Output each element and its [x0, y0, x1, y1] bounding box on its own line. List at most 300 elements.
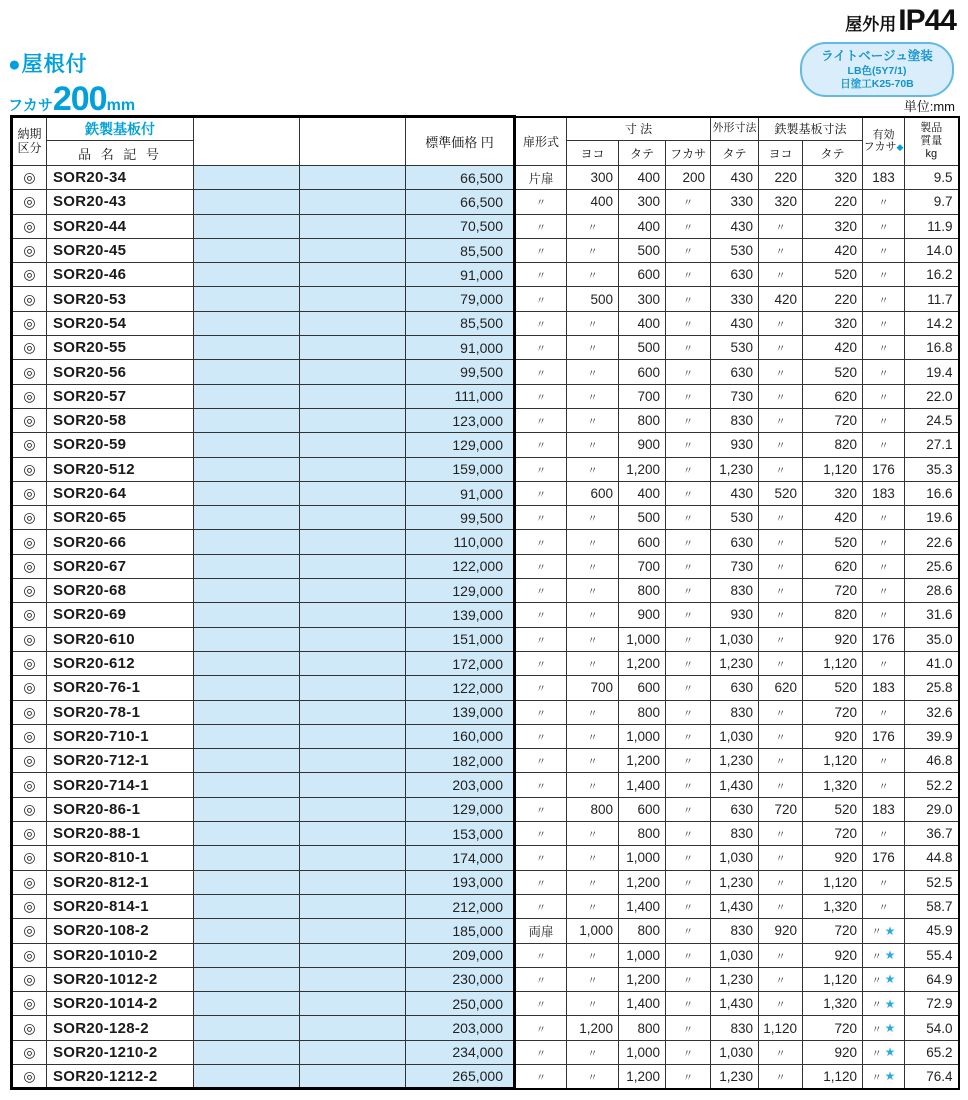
dim-tate: 1,400 — [619, 773, 666, 797]
dim-tate: 400 — [619, 214, 666, 238]
door-type: 〃 — [515, 579, 567, 603]
price-value: 111,000 — [406, 384, 515, 408]
eff-fukasa: 〃 ★ — [863, 1064, 905, 1088]
price-value: 230,000 — [406, 967, 515, 991]
dim-fukasa: 〃 — [666, 992, 711, 1016]
paint-standard-code: 日塗工K25-70B — [840, 77, 914, 90]
dim-tate: 400 — [619, 311, 666, 335]
dim-tate: 300 — [619, 287, 666, 311]
dim-fukasa: 〃 — [666, 797, 711, 821]
table-row — [12, 822, 959, 846]
dim-yoko: 〃 — [567, 238, 619, 262]
product-code: SOR20-108-2 — [47, 919, 194, 943]
empty-cell — [300, 311, 406, 335]
product-code: SOR20-86-1 — [47, 797, 194, 821]
weight-value: 25.6 — [905, 554, 959, 578]
product-code: SOR20-1010-2 — [47, 943, 194, 967]
price-value: 85,500 — [406, 238, 515, 262]
price-value: 110,000 — [406, 530, 515, 554]
ext-tate: 830 — [711, 579, 759, 603]
dim-tate: 1,000 — [619, 943, 666, 967]
table-row — [12, 603, 959, 627]
door-type: 〃 — [515, 943, 567, 967]
dim-tate: 600 — [619, 797, 666, 821]
table-row — [12, 870, 959, 894]
empty-cell — [300, 214, 406, 238]
table-row — [12, 967, 959, 991]
eff-fukasa: 〃 ★ — [863, 992, 905, 1016]
weight-value: 76.4 — [905, 1064, 959, 1088]
empty-cell — [300, 384, 406, 408]
base-tate: 520 — [803, 263, 863, 287]
base-yoko: 420 — [759, 287, 803, 311]
base-tate: 720 — [803, 579, 863, 603]
header-external-dims-group: 外形寸法 — [711, 117, 759, 141]
base-yoko: 〃 — [759, 1040, 803, 1064]
weight-value: 22.0 — [905, 384, 959, 408]
table-row — [12, 506, 959, 530]
door-type: 〃 — [515, 651, 567, 675]
product-code: SOR20-66 — [47, 530, 194, 554]
ext-tate: 630 — [711, 530, 759, 554]
eff-fukasa: 〃 ★ — [863, 1040, 905, 1064]
door-type: 〃 — [515, 263, 567, 287]
price-value: 182,000 — [406, 749, 515, 773]
base-yoko: 720 — [759, 797, 803, 821]
door-type: 〃 — [515, 749, 567, 773]
ext-tate: 830 — [711, 408, 759, 432]
dim-fukasa: 〃 — [666, 749, 711, 773]
weight-value: 11.9 — [905, 214, 959, 238]
dim-yoko: 〃 — [567, 870, 619, 894]
base-tate: 420 — [803, 506, 863, 530]
empty-cell — [194, 603, 300, 627]
empty-cell — [194, 579, 300, 603]
base-tate: 1,320 — [803, 773, 863, 797]
door-type: 〃 — [515, 506, 567, 530]
table-row — [12, 554, 959, 578]
door-type: 〃 — [515, 603, 567, 627]
empty-cell — [300, 749, 406, 773]
ext-tate: 330 — [711, 190, 759, 214]
base-tate: 220 — [803, 190, 863, 214]
delivery-mark: ◎ — [12, 919, 47, 943]
price-value: 172,000 — [406, 651, 515, 675]
price-value: 174,000 — [406, 846, 515, 870]
base-yoko: 〃 — [759, 214, 803, 238]
delivery-mark: ◎ — [12, 749, 47, 773]
eff-fukasa: 〃 — [863, 506, 905, 530]
delivery-mark: ◎ — [12, 943, 47, 967]
base-yoko: 〃 — [759, 992, 803, 1016]
eff-fukasa: 〃 — [863, 214, 905, 238]
ext-tate: 430 — [711, 481, 759, 505]
price-value: 265,000 — [406, 1064, 515, 1088]
product-code: SOR20-34 — [47, 166, 194, 190]
dim-yoko: 1,000 — [567, 919, 619, 943]
weight-value: 22.6 — [905, 530, 959, 554]
ext-tate: 730 — [711, 384, 759, 408]
empty-cell — [194, 627, 300, 651]
eff-fukasa: 〃 ★ — [863, 967, 905, 991]
delivery-mark: ◎ — [12, 700, 47, 724]
door-type: 〃 — [515, 311, 567, 335]
header-base-yoko: ヨコ — [759, 141, 803, 166]
dim-yoko: 700 — [567, 676, 619, 700]
base-tate: 520 — [803, 360, 863, 384]
base-tate: 720 — [803, 1016, 863, 1040]
table-row — [12, 627, 959, 651]
table-row — [12, 919, 959, 943]
table-row — [12, 311, 959, 335]
empty-cell — [194, 651, 300, 675]
ext-tate: 630 — [711, 263, 759, 287]
table-row — [12, 530, 959, 554]
product-code: SOR20-55 — [47, 336, 194, 360]
door-type: 〃 — [515, 822, 567, 846]
dim-tate: 900 — [619, 603, 666, 627]
product-code: SOR20-1212-2 — [47, 1064, 194, 1088]
empty-cell — [194, 749, 300, 773]
dim-yoko: 〃 — [567, 433, 619, 457]
base-tate: 1,320 — [803, 992, 863, 1016]
dim-yoko: 〃 — [567, 700, 619, 724]
empty-cell — [300, 967, 406, 991]
star-icon: ★ — [884, 1069, 896, 1084]
weight-value: 9.7 — [905, 190, 959, 214]
table-row — [12, 481, 959, 505]
dim-yoko: 〃 — [567, 846, 619, 870]
base-yoko: 520 — [759, 481, 803, 505]
product-code: SOR20-1014-2 — [47, 992, 194, 1016]
ip-rating-value: IP44 — [898, 4, 956, 37]
table-row — [12, 579, 959, 603]
table-row — [12, 797, 959, 821]
product-code: SOR20-612 — [47, 651, 194, 675]
product-code: SOR20-45 — [47, 238, 194, 262]
door-type: 〃 — [515, 797, 567, 821]
empty-cell — [194, 263, 300, 287]
door-type: 〃 — [515, 676, 567, 700]
dim-tate: 700 — [619, 384, 666, 408]
weight-value: 16.6 — [905, 481, 959, 505]
ext-tate: 1,030 — [711, 943, 759, 967]
delivery-mark: ◎ — [12, 1016, 47, 1040]
empty-cell — [194, 992, 300, 1016]
base-yoko: 〃 — [759, 336, 803, 360]
eff-fukasa: 〃 — [863, 433, 905, 457]
delivery-mark: ◎ — [12, 190, 47, 214]
header-base-tate: タテ — [803, 141, 863, 166]
header-baseplate-dims-group: 鉄製基板寸法 — [759, 117, 863, 141]
paint-color-code: LB色(5Y7/1) — [847, 64, 907, 77]
price-value: 70,500 — [406, 214, 515, 238]
eff-fukasa: 183 — [863, 166, 905, 190]
delivery-mark: ◎ — [12, 579, 47, 603]
eff-fukasa: 〃 — [863, 603, 905, 627]
dim-fukasa: 〃 — [666, 919, 711, 943]
delivery-mark: ◎ — [12, 992, 47, 1016]
product-code: SOR20-610 — [47, 627, 194, 651]
table-row — [12, 700, 959, 724]
table-header — [12, 117, 959, 166]
dim-fukasa: 〃 — [666, 554, 711, 578]
door-type: 〃 — [515, 336, 567, 360]
ext-tate: 1,030 — [711, 1040, 759, 1064]
dim-fukasa: 〃 — [666, 433, 711, 457]
price-value: 66,500 — [406, 190, 515, 214]
eff-fukasa: 176 — [863, 846, 905, 870]
delivery-mark: ◎ — [12, 967, 47, 991]
header-door-type: 扉形式 — [515, 117, 567, 166]
empty-cell — [194, 166, 300, 190]
ext-tate: 730 — [711, 554, 759, 578]
weight-value: 35.3 — [905, 457, 959, 481]
header-product-name-code: 品 名 記 号 — [47, 141, 194, 166]
price-value: 151,000 — [406, 627, 515, 651]
dim-fukasa: 〃 — [666, 894, 711, 918]
base-yoko: 〃 — [759, 724, 803, 748]
empty-cell — [300, 554, 406, 578]
empty-cell — [300, 530, 406, 554]
dim-tate: 300 — [619, 190, 666, 214]
empty-cell — [194, 190, 300, 214]
eff-fukasa: 〃 — [863, 554, 905, 578]
table-body — [12, 166, 959, 1089]
dim-fukasa: 〃 — [666, 263, 711, 287]
base-tate: 220 — [803, 287, 863, 311]
empty-cell — [194, 360, 300, 384]
dim-fukasa: 200 — [666, 166, 711, 190]
table-row — [12, 408, 959, 432]
empty-cell — [194, 724, 300, 748]
empty-cell — [300, 166, 406, 190]
weight-value: 19.6 — [905, 506, 959, 530]
price-value: 122,000 — [406, 554, 515, 578]
ext-tate: 1,230 — [711, 749, 759, 773]
base-yoko: 〃 — [759, 603, 803, 627]
delivery-mark: ◎ — [12, 773, 47, 797]
empty-cell — [194, 311, 300, 335]
eff-fukasa: 〃 — [863, 238, 905, 262]
product-code: SOR20-78-1 — [47, 700, 194, 724]
delivery-mark: ◎ — [12, 457, 47, 481]
ip-rating-block — [845, 4, 956, 38]
table-row — [12, 263, 959, 287]
table-row — [12, 724, 959, 748]
ext-tate: 930 — [711, 433, 759, 457]
base-tate: 320 — [803, 166, 863, 190]
dim-fukasa: 〃 — [666, 773, 711, 797]
ext-tate: 330 — [711, 287, 759, 311]
price-value: 193,000 — [406, 870, 515, 894]
delivery-mark: ◎ — [12, 433, 47, 457]
dim-tate: 1,400 — [619, 992, 666, 1016]
empty-cell — [300, 627, 406, 651]
ext-tate: 1,230 — [711, 967, 759, 991]
ext-tate: 530 — [711, 238, 759, 262]
door-type: 〃 — [515, 554, 567, 578]
empty-cell — [194, 287, 300, 311]
product-code: SOR20-53 — [47, 287, 194, 311]
eff-fukasa: 〃 — [863, 700, 905, 724]
empty-cell — [300, 1016, 406, 1040]
eff-fukasa: 〃 — [863, 408, 905, 432]
dim-fukasa: 〃 — [666, 506, 711, 530]
product-code: SOR20-69 — [47, 603, 194, 627]
dim-tate: 1,000 — [619, 627, 666, 651]
price-value: 185,000 — [406, 919, 515, 943]
eff-fukasa: 〃 — [863, 651, 905, 675]
dim-fukasa: 〃 — [666, 651, 711, 675]
ext-tate: 1,030 — [711, 846, 759, 870]
delivery-mark: ◎ — [12, 554, 47, 578]
empty-cell — [300, 263, 406, 287]
header-ext-tate: タテ — [711, 141, 759, 166]
eff-fukasa: 〃 ★ — [863, 1016, 905, 1040]
base-yoko: 〃 — [759, 943, 803, 967]
dim-yoko: 〃 — [567, 579, 619, 603]
weight-value: 14.0 — [905, 238, 959, 262]
empty-cell — [300, 457, 406, 481]
delivery-mark: ◎ — [12, 360, 47, 384]
dim-fukasa: 〃 — [666, 457, 711, 481]
price-value: 160,000 — [406, 724, 515, 748]
price-value: 250,000 — [406, 992, 515, 1016]
price-value: 159,000 — [406, 457, 515, 481]
weight-value: 52.2 — [905, 773, 959, 797]
base-yoko: 〃 — [759, 870, 803, 894]
base-yoko: 220 — [759, 166, 803, 190]
product-code: SOR20-1012-2 — [47, 967, 194, 991]
empty-cell — [194, 384, 300, 408]
weight-value: 31.6 — [905, 603, 959, 627]
dim-tate: 800 — [619, 1016, 666, 1040]
delivery-mark: ◎ — [12, 336, 47, 360]
eff-fukasa: 〃 — [863, 360, 905, 384]
dim-tate: 800 — [619, 408, 666, 432]
base-tate: 1,120 — [803, 457, 863, 481]
dim-tate: 1,200 — [619, 1064, 666, 1088]
dim-yoko: 〃 — [567, 214, 619, 238]
star-icon: ★ — [884, 1021, 896, 1036]
empty-cell — [300, 797, 406, 821]
empty-cell — [194, 846, 300, 870]
ext-tate: 830 — [711, 700, 759, 724]
empty-cell — [194, 238, 300, 262]
weight-value: 54.0 — [905, 1016, 959, 1040]
base-yoko: 〃 — [759, 822, 803, 846]
base-yoko: 〃 — [759, 967, 803, 991]
dim-fukasa: 〃 — [666, 627, 711, 651]
base-tate: 420 — [803, 336, 863, 360]
product-code: SOR20-88-1 — [47, 822, 194, 846]
base-yoko: 〃 — [759, 773, 803, 797]
empty-cell — [300, 700, 406, 724]
dim-tate: 400 — [619, 481, 666, 505]
door-type: 〃 — [515, 530, 567, 554]
delivery-mark: ◎ — [12, 651, 47, 675]
dim-fukasa: 〃 — [666, 1016, 711, 1040]
dim-yoko: 300 — [567, 166, 619, 190]
weight-value: 32.6 — [905, 700, 959, 724]
dim-yoko: 〃 — [567, 384, 619, 408]
dim-tate: 600 — [619, 530, 666, 554]
empty-cell — [194, 919, 300, 943]
dim-fukasa: 〃 — [666, 311, 711, 335]
ext-tate: 530 — [711, 336, 759, 360]
dim-fukasa: 〃 — [666, 360, 711, 384]
dim-yoko: 〃 — [567, 724, 619, 748]
dim-yoko: 400 — [567, 190, 619, 214]
dim-fukasa: 〃 — [666, 530, 711, 554]
weight-value: 16.2 — [905, 263, 959, 287]
eff-fukasa: 〃 — [863, 530, 905, 554]
base-tate: 920 — [803, 627, 863, 651]
depth-prefix-label: フカサ — [8, 97, 53, 114]
delivery-mark: ◎ — [12, 797, 47, 821]
table-row — [12, 894, 959, 918]
dim-tate: 400 — [619, 166, 666, 190]
product-code: SOR20-714-1 — [47, 773, 194, 797]
empty-cell — [194, 1016, 300, 1040]
delivery-mark: ◎ — [12, 627, 47, 651]
dim-yoko: 〃 — [567, 603, 619, 627]
eff-fukasa: 183 — [863, 676, 905, 700]
dim-fukasa: 〃 — [666, 238, 711, 262]
product-code: SOR20-59 — [47, 433, 194, 457]
delivery-mark: ◎ — [12, 1064, 47, 1088]
price-value: 209,000 — [406, 943, 515, 967]
header-dim-fukasa: フカサ — [666, 141, 711, 166]
empty-cell — [300, 408, 406, 432]
price-value: 153,000 — [406, 822, 515, 846]
delivery-mark: ◎ — [12, 287, 47, 311]
door-type: 〃 — [515, 287, 567, 311]
ext-tate: 1,230 — [711, 651, 759, 675]
header-dimensions-group: 寸 法 — [567, 117, 711, 141]
eff-fukasa: 〃 — [863, 311, 905, 335]
dim-yoko: 〃 — [567, 530, 619, 554]
dim-fukasa: 〃 — [666, 384, 711, 408]
empty-cell — [300, 724, 406, 748]
base-yoko: 〃 — [759, 408, 803, 432]
eff-fukasa: 〃 — [863, 190, 905, 214]
depth-value: 200 — [52, 80, 107, 118]
base-tate: 820 — [803, 603, 863, 627]
door-type: 〃 — [515, 360, 567, 384]
dim-fukasa: 〃 — [666, 700, 711, 724]
weight-value: 11.7 — [905, 287, 959, 311]
dim-fukasa: 〃 — [666, 943, 711, 967]
base-yoko: 〃 — [759, 554, 803, 578]
empty-cell — [300, 773, 406, 797]
product-code: SOR20-46 — [47, 263, 194, 287]
delivery-mark: ◎ — [12, 603, 47, 627]
weight-value: 55.4 — [905, 943, 959, 967]
star-icon: ★ — [884, 948, 896, 963]
delivery-mark: ◎ — [12, 481, 47, 505]
dim-tate: 1,200 — [619, 749, 666, 773]
door-type: 〃 — [515, 433, 567, 457]
price-value: 122,000 — [406, 676, 515, 700]
ext-tate: 1,230 — [711, 870, 759, 894]
empty-cell — [300, 603, 406, 627]
dim-yoko: 〃 — [567, 263, 619, 287]
dim-yoko: 〃 — [567, 749, 619, 773]
base-tate: 620 — [803, 554, 863, 578]
weight-value: 52.5 — [905, 870, 959, 894]
